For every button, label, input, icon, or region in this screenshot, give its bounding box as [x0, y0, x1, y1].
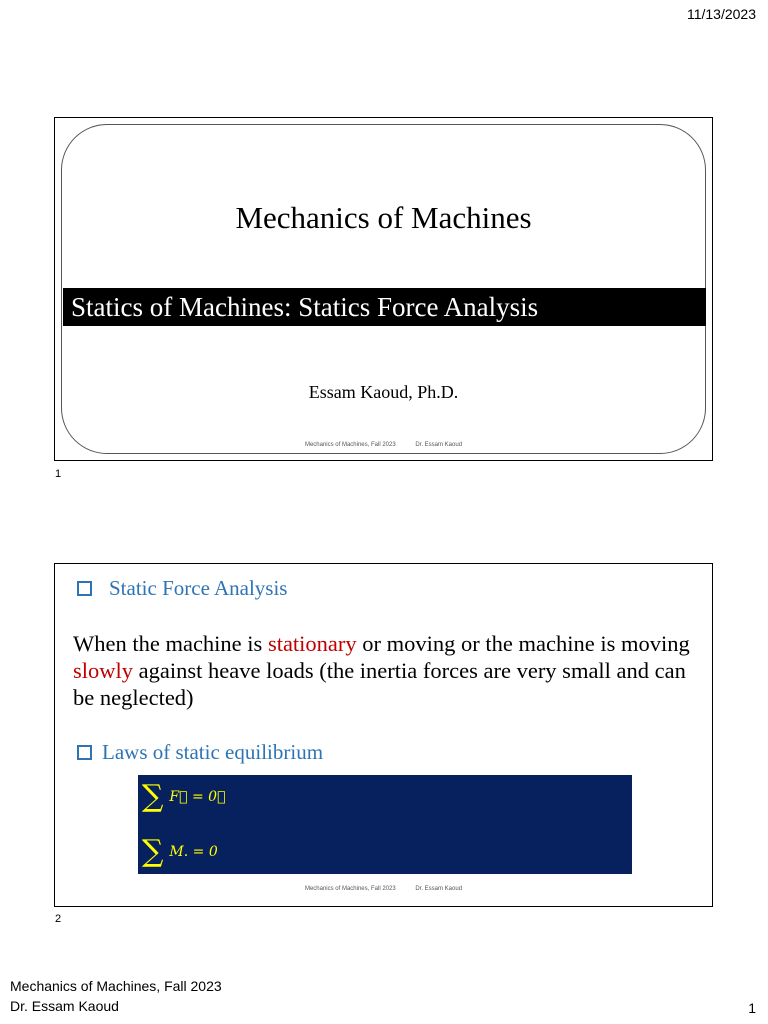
slide-footer [55, 886, 712, 892]
sigma-symbol: ∑ [142, 834, 164, 869]
slide-2 [54, 563, 713, 907]
equation-box [138, 775, 632, 874]
slide-footer-course: Mechanics of Machines, Fall 2023 [304, 442, 396, 448]
checkbox-bullet-icon [77, 745, 92, 760]
slide-1 [54, 117, 713, 461]
para-text-1: When the machine is [73, 631, 268, 656]
section-heading-static-force [77, 576, 287, 601]
slide-number-1: 1 [55, 468, 62, 480]
slide-number-2: 2 [55, 913, 62, 925]
equation-force-sum [142, 779, 225, 814]
heading-text: Laws of static equilibrium [102, 740, 324, 764]
para-highlight-slowly: slowly [73, 658, 134, 683]
slide-footer-author: Dr. Essam Kaoud [415, 886, 463, 892]
page-footer-author: Dr. Essam Kaoud [10, 998, 119, 1014]
para-highlight-stationary: stationary [267, 631, 357, 656]
slide-footer-author: Dr. Essam Kaoud [415, 442, 463, 448]
slide-subtitle: Statics of Machines: Statics Force Analysis [63, 288, 706, 326]
checkbox-bullet-icon [77, 581, 92, 596]
slide-title: Mechanics of Machines [235, 200, 532, 235]
equation-moment-expr: M. = 0 [169, 843, 218, 860]
equation-force-expr: F⃗ = 0⃗ [169, 788, 226, 805]
para-text-3: against heave loads (the inertia forces are very small and can be neglected) [73, 658, 686, 710]
page-footer [10, 976, 222, 1016]
page-number: 1 [748, 1000, 756, 1016]
section-heading-laws [77, 740, 323, 765]
body-paragraph [73, 630, 703, 711]
slide-footer-course: Mechanics of Machines, Fall 2023 [304, 886, 396, 892]
equation-moment-sum [142, 834, 218, 869]
slide-footer [55, 442, 712, 448]
print-date: 11/13/2023 [686, 6, 756, 22]
para-text-2: or moving or the machine is moving [356, 631, 690, 656]
sigma-symbol: ∑ [142, 779, 164, 814]
heading-text: Static Force Analysis [109, 576, 288, 600]
slide-author: Essam Kaoud, Ph.D. [308, 382, 459, 402]
page-footer-course: Mechanics of Machines, Fall 2023 [10, 978, 222, 994]
